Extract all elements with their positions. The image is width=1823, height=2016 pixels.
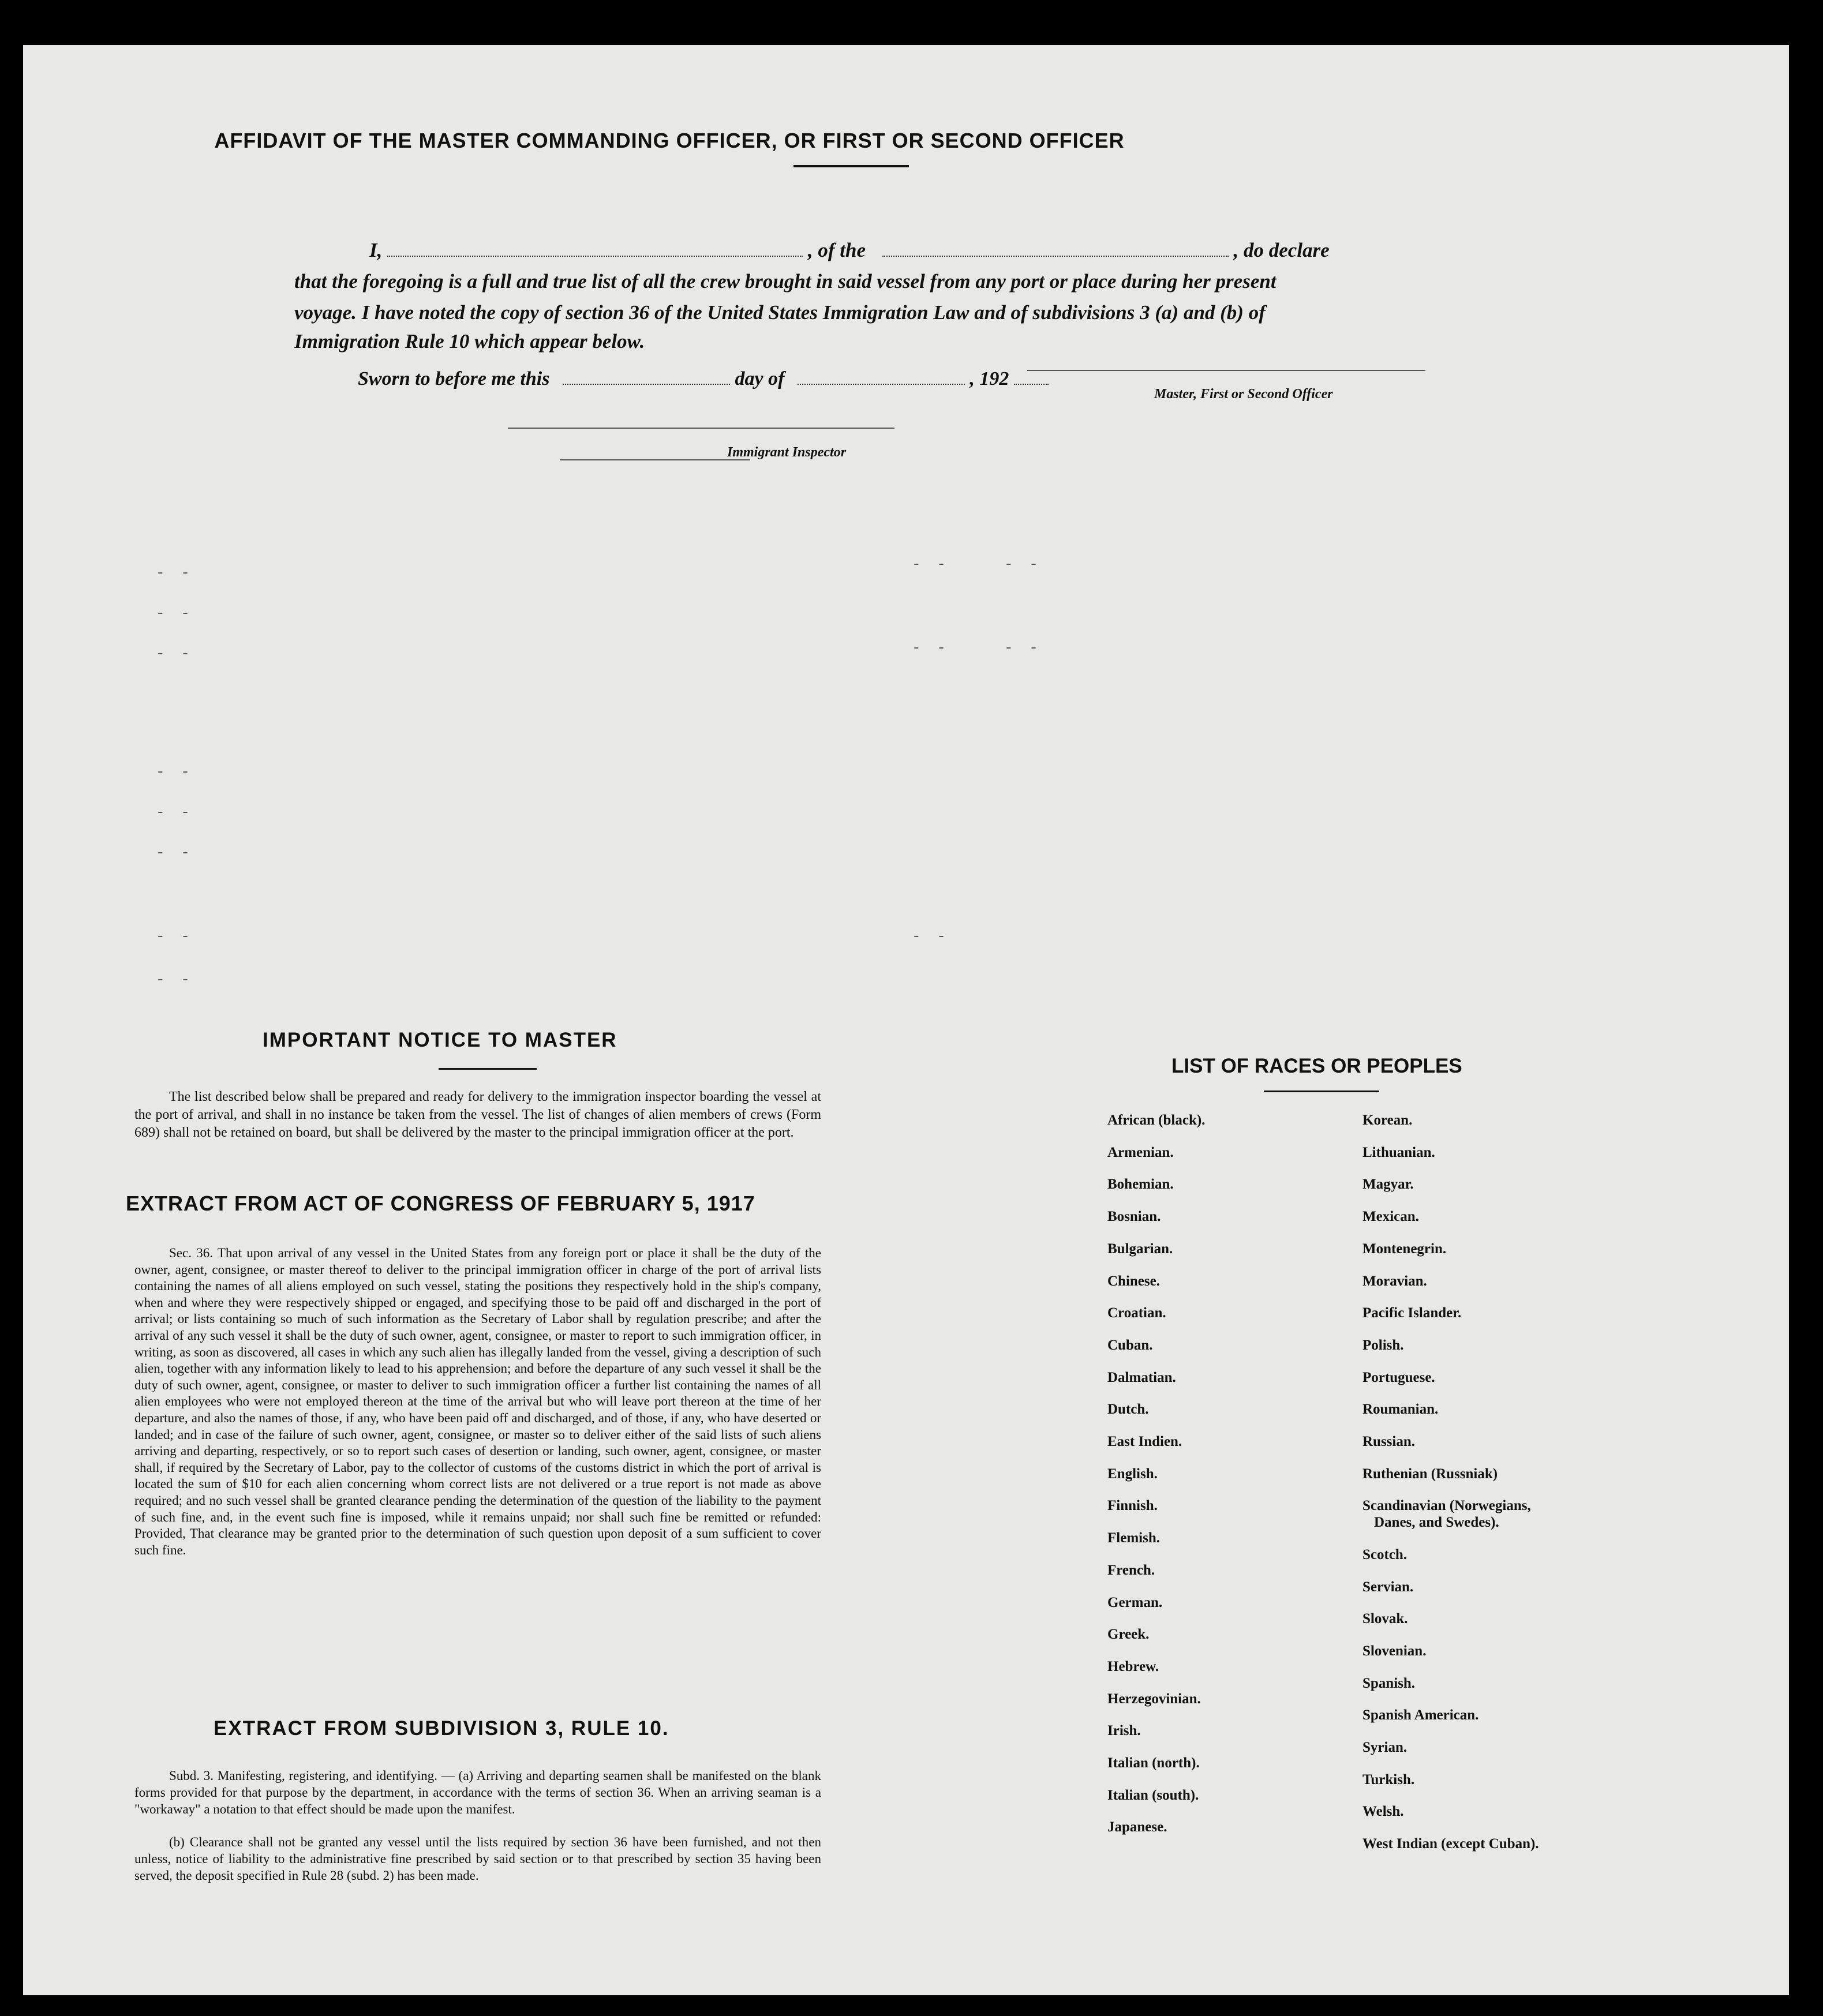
race-item: Lithuanian.	[1362, 1144, 1435, 1160]
race-item: Russian.	[1362, 1434, 1416, 1449]
manifest-page	[23, 45, 1789, 1995]
master-signature-line[interactable]	[1027, 370, 1425, 371]
act-extract-text: Sec. 36. That upon arrival of any vessel in the United States from any foreign port or place it shall be the duty of the owner, agent, consignee, or master thereof to deliver to the principal immigration officer in charge of the port of arrival lists containing the names of all aliens employed on such vessel, stating the positions they respectively hold in the ship's company, when and where they were respectively shipped or engaged, and specifying those to be paid off and discharged in the port of arrival; or lists containing so much of such information as the Secretary of Labor shall by regulation prescribe; and after the arrival of any such vessel it shall be the duty of such owner, agent, consignee, or master to report to such immigration officer, in writing, as soon as discovered, all cases in which any such alien has illegally landed from the vessel, giving a description of such alien, together with any information likely to lead to his apprehension; and before the departure of any such vessel it shall be the duty of such owner, agent, consignee, or master to deliver to such immigration officer a further list containing the names of all alien employees who were not employed thereon at the time of the arrival but who will leave port thereon at the time of her departure, and also the names of those, if any, who have been paid off and discharged, and of those, if any, who have deserted or landed; and in case of the failure of such owner, agent, consignee, or master so to deliver either of the said lists of such aliens arriving and departing, respectively, or so to report such cases of desertion or landing, such owner, agent, consignee, or master shall, if required by the Secretary of Labor, pay to the collector of customs of the customs district in which the port of arrival is located the sum of $10 for each alien concerning whom correct lists are not delivered or a true report is not made as above required; and no such vessel shall be granted clearance pending the determination of the question of the liability to the payment of such fine, and, in the event such fine is imposed, while it remains unpaid; nor shall such fine be remitted or refunded: Provided, That clearance may be granted prior to the determination of such question upon deposit of a sum sufficient to cover such fine.	[134, 1246, 821, 1557]
race-item: East Indien.	[1107, 1434, 1182, 1449]
declaration-line-4: Immigration Rule 10 which appear below.	[294, 330, 645, 353]
notice-text: The list described below shall be prepared and ready for delivery to the immigration inspector boarding the vessel at the port of arrival, and shall in no instance be taken from the vessel. The list of changes of alien members of crews (Form 689) shall not be retained on board, but shall be delivered by the master to the principal immigration officer at the port.	[134, 1089, 821, 1140]
race-item: Polish.	[1362, 1337, 1404, 1353]
sworn-day-field[interactable]	[563, 371, 730, 385]
race-item: Welsh.	[1362, 1804, 1404, 1820]
race-item: Hebrew.	[1107, 1658, 1159, 1674]
master-caption: Master, First or Second Officer	[1154, 387, 1333, 402]
race-item: Moravian.	[1362, 1273, 1427, 1289]
inspector-caption: Immigrant Inspector	[727, 445, 847, 460]
race-item: Portuguese.	[1362, 1369, 1435, 1385]
race-item: Pacific Islander.	[1362, 1305, 1462, 1321]
race-item: French.	[1107, 1562, 1155, 1578]
declaration-line-1	[294, 235, 1437, 265]
bleed-mark: - -	[156, 564, 193, 582]
declaration-line-2: that the foregoing is a full and true list of all the crew brought in said vessel from any port or place during her present	[294, 270, 1277, 293]
race-item: African (black).	[1107, 1112, 1206, 1128]
race-item: Syrian.	[1362, 1740, 1408, 1755]
bleed-mark: - -	[156, 605, 193, 622]
race-item: Turkish.	[1362, 1771, 1415, 1788]
race-item: Servian.	[1362, 1579, 1414, 1595]
race-item: Montenegrin.	[1362, 1241, 1447, 1257]
race-item: Italian (north).	[1107, 1755, 1200, 1771]
rule-extract-title: EXTRACT FROM SUBDIVISION 3, RULE 10.	[214, 1717, 669, 1740]
vessel-name-field[interactable]	[882, 243, 1229, 257]
day-of-label: day of	[735, 368, 785, 389]
race-item: Bulgarian.	[1107, 1241, 1173, 1257]
rule-extract-text-b: (b) Clearance shall not be granted any vessel until the lists required by section 36 have been furnished, and not then unless, notice of liability to the administrative fine prescribed by said section or to that prescribed by section 35 having been served, the deposit specified in Rule 28 (subd. 2) has been made.	[134, 1835, 821, 1883]
race-item: Slovenian.	[1362, 1643, 1427, 1659]
race-item: Greek.	[1107, 1627, 1150, 1643]
race-item: Spanish American.	[1362, 1707, 1479, 1723]
race-item: Cuban.	[1107, 1337, 1153, 1353]
race-item: Slovak.	[1362, 1611, 1408, 1627]
race-item: English.	[1107, 1466, 1158, 1482]
bleed-mark: - -	[1004, 556, 1042, 573]
officer-name-field[interactable]	[387, 243, 803, 257]
race-item: Herzegovinian.	[1107, 1691, 1201, 1707]
act-extract-title: EXTRACT FROM ACT OF CONGRESS OF FEBRUARY 5, 1917	[126, 1191, 755, 1215]
race-item: Flemish.	[1107, 1530, 1160, 1546]
bleed-mark: - -	[156, 804, 193, 821]
notice-underline	[439, 1068, 537, 1070]
races-title: LIST OF RACES OR PEOPLES	[1171, 1055, 1462, 1077]
declare-i: I,	[369, 239, 383, 261]
race-item: Finnish.	[1107, 1498, 1158, 1514]
race-item: Irish.	[1107, 1723, 1141, 1739]
sworn-label: Sworn to before me this	[358, 368, 550, 389]
race-item: Dutch.	[1107, 1402, 1149, 1418]
year-label: , 192	[969, 368, 1009, 389]
race-item: Italian (south).	[1107, 1787, 1199, 1803]
bleed-mark: - -	[912, 639, 949, 657]
bleed-mark: - -	[912, 928, 949, 945]
race-item: Scotch.	[1362, 1546, 1408, 1562]
race-item: Chinese.	[1107, 1273, 1160, 1289]
affidavit-title: AFFIDAVIT OF THE MASTER COMMANDING OFFICER, OR FIRST OR SECOND OFFICER	[214, 129, 1125, 152]
of-the-label: , of the	[807, 239, 866, 261]
race-item: West Indian (except Cuban).	[1362, 1836, 1539, 1852]
bleed-mark: - -	[156, 928, 193, 945]
race-item: Scandinavian (Norwegians,	[1362, 1498, 1531, 1514]
bleed-mark: - -	[156, 763, 193, 781]
race-item: German.	[1107, 1594, 1163, 1610]
race-item: Mexican.	[1362, 1209, 1419, 1225]
bleed-mark: - -	[912, 556, 949, 573]
notice-title: IMPORTANT NOTICE TO MASTER	[263, 1029, 617, 1051]
bleed-mark: - -	[156, 971, 193, 988]
race-item: Dalmatian.	[1107, 1369, 1176, 1385]
declaration-line-3: voyage. I have noted the copy of section 36 of the United States Immigration Law and of subdivisions 3 (a) and (b) of	[294, 301, 1266, 324]
inspector-signature-line-2[interactable]	[560, 459, 750, 460]
bleed-mark: - -	[156, 645, 193, 662]
title-underline	[793, 165, 909, 167]
race-item: Ruthenian (Russniak)	[1362, 1466, 1498, 1482]
rule-extract-text-a: Subd. 3. Manifesting, registering, and identifying. — (a) Arriving and departing seamen shall be manifested on the blank forms provided for that purpose by the department, in accordance with the terms of section 36. When an arriving seaman is a "workaway" a notation to that effect should be made upon the manifest.	[134, 1768, 821, 1816]
sworn-line	[358, 368, 1049, 390]
race-item: Korean.	[1362, 1112, 1413, 1128]
race-item: Spanish.	[1362, 1675, 1416, 1691]
race-item: Roumanian.	[1362, 1402, 1439, 1418]
race-item: Croatian.	[1107, 1305, 1166, 1321]
races-underline	[1264, 1091, 1379, 1092]
race-item: Bosnian.	[1107, 1209, 1161, 1225]
race-item: Japanese.	[1107, 1819, 1167, 1835]
sworn-month-field[interactable]	[798, 371, 965, 385]
race-item: Magyar.	[1362, 1176, 1414, 1193]
sworn-year-field[interactable]	[1014, 371, 1049, 385]
bleed-mark: - -	[156, 844, 193, 861]
inspector-signature-line-1[interactable]	[508, 428, 894, 429]
race-item: Danes, and Swedes).	[1374, 1515, 1499, 1531]
bleed-mark: - -	[1004, 639, 1042, 657]
race-item: Bohemian.	[1107, 1176, 1174, 1193]
race-item: Armenian.	[1107, 1144, 1174, 1160]
do-declare-label: , do declare	[1233, 239, 1330, 261]
